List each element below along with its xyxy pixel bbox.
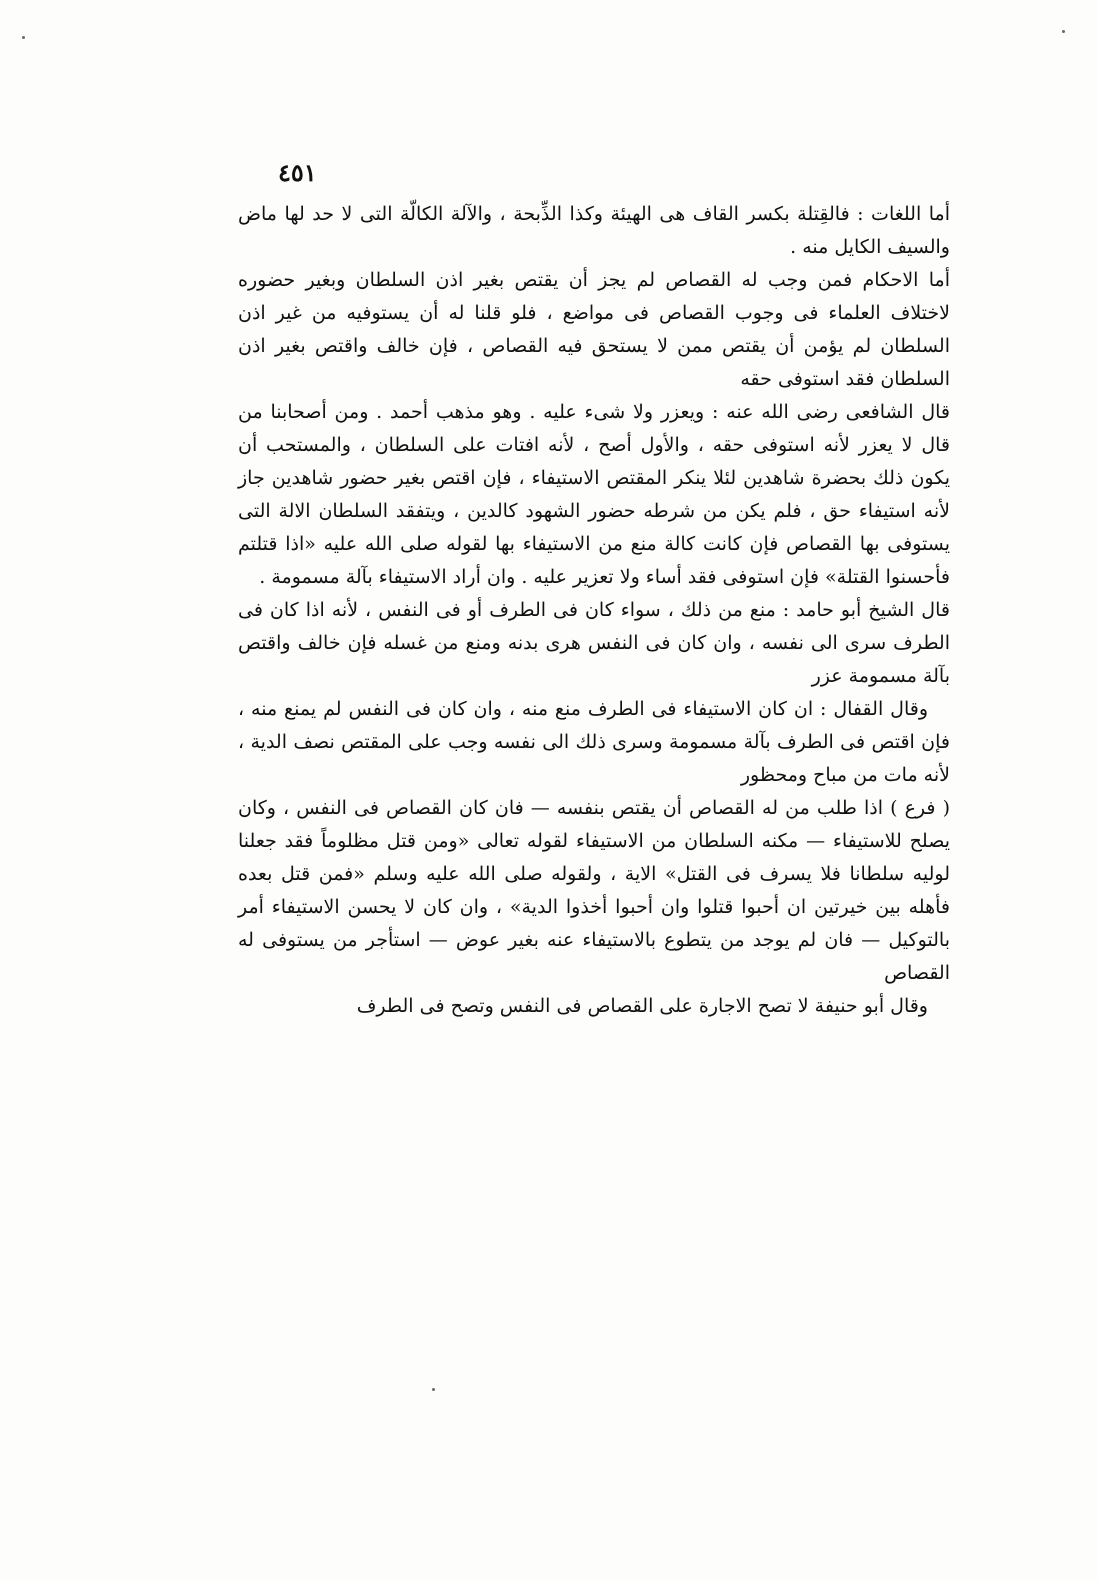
paragraph-far: ( فرع ) اذا طلب من له القصاص أن يقتص بنفسه — فان كان القصاص فى النفس ، وكان يصلح للاستيفاء — مكنه السلطان من الاستيفاء لقوله تعالى «ومن قتل مظلوماً فقد جعلنا لوليه سلطانا فلا يسرف فى القتل» الاية ، ولقوله صلى الله عليه وسلم «فمن قتل بعده فأهله بين خيرتين ان أحبوا قتلوا وان أحبوا أخذوا الدية» ، وان كان لا يحسن الاستيفاء أمر بالتوكيل — فان لم يوجد من يتطوع بالاستيفاء عنه بغير عوض — استأجر من يستوفى له القصاص <box>238 797 950 984</box>
paragraph-lughat: أما اللغات : فالقِتلة بكسر القاف هى الهيئة وكذا الذِّبحة ، والآلة الكالّة التى لا حد لها ماض والسيف الكايل منه . <box>238 203 950 258</box>
page-text-body <box>238 198 950 1023</box>
paragraph-abu-hamid: قال الشيخ أبو حامد : منع من ذلك ، سواء كان فى الطرف أو فى النفس ، لأنه اذا كان فى الطرف سرى الى نفسه ، وان كان فى النفس هرى بدنه ومنع من غسله فإن خالف واقتص بآلة مسمومة عزر <box>238 599 950 687</box>
paragraph-qaffal: وقال القفال : ان كان الاستيفاء فى الطرف منع منه ، وان كان فى النفس لم يمنع منه ، فإن اقتص فى الطرف بآلة مسمومة وسرى ذلك الى نفسه وجب على المقتص نصف الدية ، لأنه مات من مباح ومحظور <box>238 698 950 786</box>
page-number: ٤٥١ <box>278 158 317 187</box>
scan-speck <box>22 36 25 39</box>
paragraph-shafii: قال الشافعى رضى الله عنه : ويعزر ولا شىء عليه . وهو مذهب أحمد . ومن أصحابنا من قال لا يعزر لأنه استوفى حقه ، والأول أصح ، لأنه افتات على السلطان ، والمستحب أن يكون ذلك بحضرة شاهدين لئلا ينكر المقتص الاستيفاء ، فإن اقتص بغير حضور شاهدين جاز لأنه استيفاء حق ، فلم يكن من شرطه حضور الشهود كالدين ، ويتفقد السلطان الالة التى يستوفى بها القصاص فإن كانت كالة منع من الاستيفاء بها لقوله صلى الله عليه «اذا قتلتم فأحسنوا القتلة» فإن استوفى فقد أساء ولا تعزير عليه . وان أراد الاستيفاء بآلة مسمومة . <box>238 401 950 588</box>
scan-speck <box>432 1388 435 1391</box>
scan-speck <box>1062 30 1065 33</box>
paragraph-abu-hanifa: وقال أبو حنيفة لا تصح الاجارة على القصاص فى النفس وتصح فى الطرف <box>356 995 928 1017</box>
paragraph-ahkam: أما الاحكام فمن وجب له القصاص لم يجز أن يقتص بغير اذن السلطان وبغير حضوره لاختلاف العلماء فى وجوب القصاص فى مواضع ، فلو قلنا له أن يستوفيه من غير اذن السلطان لم يؤمن أن يقتص ممن لا يستحق فيه القصاص ، فإن خالف واقتص بغير اذن السلطان فقد استوفى حقه <box>238 269 950 390</box>
